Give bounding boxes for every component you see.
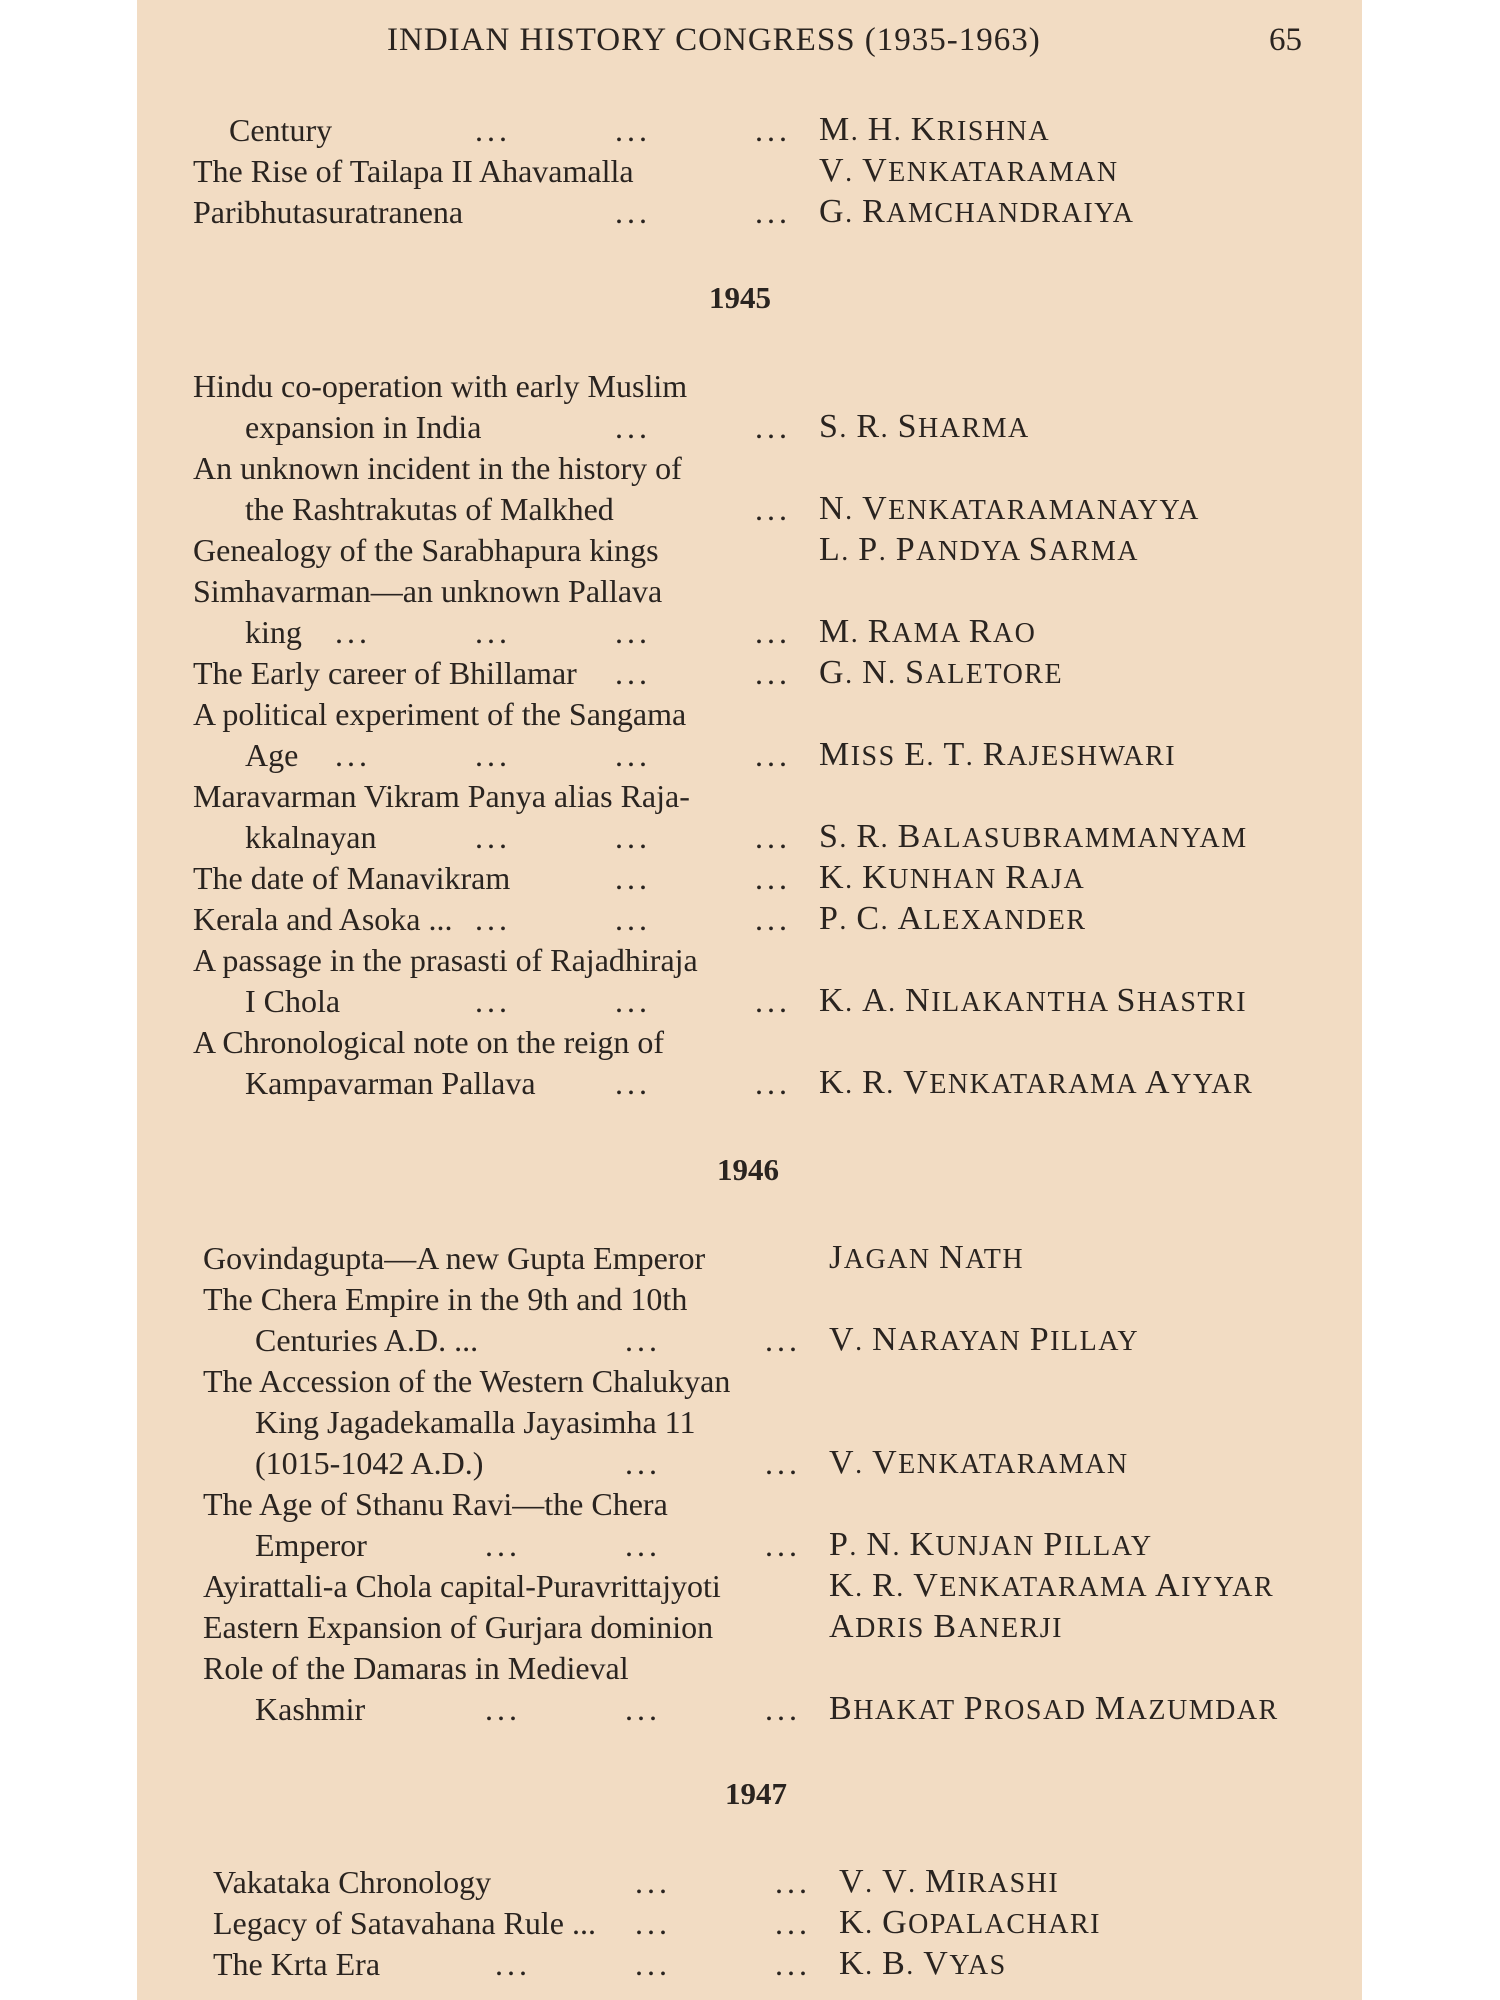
dot-leader: ...: [755, 983, 791, 1019]
paper-title: The Rise of Tailapa II Ahavamalla: [193, 153, 634, 189]
entry-line: [137, 530, 1297, 570]
dot-leader: ...: [475, 901, 511, 937]
dot-leader: ...: [615, 860, 651, 896]
paper-title: king: [245, 614, 302, 650]
entry-line: [147, 1607, 1307, 1647]
dot-leader: ...: [635, 1905, 671, 1941]
entry-line: [137, 735, 1297, 775]
dot-leader: ...: [625, 1691, 661, 1727]
author-name: K. B. VYAS: [839, 1945, 1007, 1982]
entry-line: [137, 817, 1297, 857]
dot-leader: ...: [625, 1527, 661, 1563]
entry-line: [157, 1862, 1317, 1902]
dot-leader: ...: [475, 983, 511, 1019]
author-name: K. KUNHAN RAJA: [819, 859, 1086, 896]
author-name: V. V. MIRASHI: [839, 1863, 1060, 1900]
entry-line: [137, 407, 1297, 447]
author-name: M. RAMA RAO: [819, 613, 1037, 650]
dot-leader: ...: [615, 409, 651, 445]
dot-leader: ...: [475, 614, 511, 650]
entry-line: [137, 151, 1297, 191]
entry-line: [137, 1022, 1297, 1062]
dot-leader: ...: [755, 901, 791, 937]
dot-leader: ...: [475, 819, 511, 855]
author-name: P. N. KUNJAN PILLAY: [829, 1526, 1153, 1563]
paper-title: Genealogy of the Sarabhapura kings: [193, 532, 659, 568]
dot-leader: ...: [615, 737, 651, 773]
author-name: MISS E. T. RAJESHWARI: [819, 736, 1177, 773]
paper-title: Eastern Expansion of Gurjara dominion: [203, 1609, 714, 1645]
entry-line: [147, 1238, 1307, 1278]
dot-leader: ...: [765, 1445, 801, 1481]
paper-title: Govindagupta—A new Gupta Emperor: [203, 1240, 706, 1276]
paper-title: Century: [229, 112, 333, 148]
author-name: BHAKAT PROSAD MAZUMDAR: [829, 1690, 1279, 1727]
dot-leader: ...: [765, 1527, 801, 1563]
paper-title: The Age of Sthanu Ravi—the Chera: [203, 1486, 668, 1522]
dot-leader: ...: [755, 409, 791, 445]
dot-leader: ...: [775, 1864, 811, 1900]
dot-leader: ...: [615, 112, 651, 148]
entry-line: [147, 1689, 1307, 1729]
page-number: 65: [1269, 22, 1302, 58]
dot-leader: ...: [335, 737, 371, 773]
paper-title: kkalnayan: [245, 819, 377, 855]
entry-line: [137, 694, 1297, 734]
dot-leader: ...: [765, 1322, 801, 1358]
paper-title: The Krta Era: [213, 1946, 381, 1982]
author-name: S. R. SHARMA: [819, 408, 1030, 445]
paper-title: King Jagadekamalla Jayasimha 11: [255, 1404, 696, 1440]
author-name: K. A. NILAKANTHA SHASTRI: [819, 982, 1248, 1019]
entry-line: [137, 366, 1297, 406]
entry-line: [137, 489, 1297, 529]
entry-line: [147, 1443, 1307, 1483]
dot-leader: ...: [625, 1445, 661, 1481]
entry-line: [157, 1903, 1317, 1943]
paper-title: Role of the Damaras in Medieval: [203, 1650, 629, 1686]
author-name: G. RAMCHANDRAIYA: [819, 193, 1135, 230]
paper-title: Maravarman Vikram Panya alias Raja-: [193, 778, 690, 814]
book-page: [137, 0, 1362, 2000]
dot-leader: ...: [615, 901, 651, 937]
dot-leader: ...: [615, 194, 651, 230]
entry-line: [147, 1279, 1307, 1319]
author-name: K. R. VENKATARAMA AYYAR: [819, 1064, 1254, 1101]
paper-title: Centuries A.D. ...: [255, 1322, 479, 1358]
author-name: S. R. BALASUBRAMMANYAM: [819, 818, 1248, 855]
paper-title: An unknown incident in the history of: [193, 450, 682, 486]
dot-leader: ...: [755, 614, 791, 650]
dot-leader: ...: [755, 1065, 791, 1101]
entry-line: [137, 612, 1297, 652]
paper-title: Ayirattali-a Chola capital-Puravrittajyoti: [203, 1568, 721, 1604]
author-name: K. GOPALACHARI: [839, 1904, 1102, 1941]
entry-line: [157, 1944, 1317, 1984]
paper-title: Simhavarman—an unknown Pallava: [193, 573, 663, 609]
dot-leader: ...: [635, 1946, 671, 1982]
entry-line: [137, 571, 1297, 611]
paper-title: The Chera Empire in the 9th and 10th: [203, 1281, 688, 1317]
year-heading: 1947: [725, 1776, 787, 1811]
author-name: ADRIS BANERJI: [829, 1608, 1063, 1645]
entry-line: [137, 192, 1297, 232]
entry-line: [137, 940, 1297, 980]
dot-leader: ...: [485, 1691, 521, 1727]
entry-line: [137, 981, 1297, 1021]
paper-title: A Chronological note on the reign of: [193, 1024, 665, 1060]
paper-title: A political experiment of the Sangama: [193, 696, 687, 732]
dot-leader: ...: [495, 1946, 531, 1982]
author-name: V. VENKATARAMAN: [819, 152, 1119, 189]
entry-line: [147, 1648, 1307, 1688]
paper-title: Age: [245, 737, 299, 773]
paper-title: Emperor: [255, 1527, 367, 1563]
paper-title: Paribhutasuratranena: [193, 194, 464, 230]
dot-leader: ...: [615, 1065, 651, 1101]
dot-leader: ...: [755, 194, 791, 230]
paper-title: Vakataka Chronology: [213, 1864, 492, 1900]
paper-title: expansion in India: [245, 409, 482, 445]
year-heading: 1946: [717, 1152, 779, 1187]
author-name: V. VENKATARAMAN: [829, 1444, 1129, 1481]
entry-line: [137, 110, 1297, 150]
entry-line: [137, 1063, 1297, 1103]
dot-leader: ...: [755, 819, 791, 855]
author-name: M. H. KRISHNA: [819, 111, 1051, 148]
dot-leader: ...: [615, 983, 651, 1019]
entry-line: [137, 899, 1297, 939]
running-head: INDIAN HISTORY CONGRESS (1935-1963): [387, 22, 1041, 58]
paper-title: Kampavarman Pallava: [245, 1065, 536, 1101]
entry-line: [137, 858, 1297, 898]
entry-line: [147, 1566, 1307, 1606]
dot-leader: ...: [615, 655, 651, 691]
dot-leader: ...: [635, 1864, 671, 1900]
paper-title: A passage in the prasasti of Rajadhiraja: [193, 942, 698, 978]
dot-leader: ...: [755, 737, 791, 773]
dot-leader: ...: [755, 491, 791, 527]
dot-leader: ...: [475, 737, 511, 773]
author-name: V. NARAYAN PILLAY: [829, 1321, 1140, 1358]
dot-leader: ...: [775, 1905, 811, 1941]
paper-title: Hindu co-operation with early Muslim: [193, 368, 688, 404]
paper-title: Legacy of Satavahana Rule ...: [213, 1905, 596, 1941]
paper-title: Kashmir: [255, 1691, 366, 1727]
entry-line: [147, 1525, 1307, 1565]
year-heading: 1945: [709, 280, 771, 315]
paper-title: The date of Manavikram: [193, 860, 511, 896]
author-name: N. VENKATARAMANAYYA: [819, 490, 1200, 527]
dot-leader: ...: [775, 1946, 811, 1982]
author-name: G. N. SALETORE: [819, 654, 1064, 691]
dot-leader: ...: [765, 1691, 801, 1727]
dot-leader: ...: [475, 112, 511, 148]
paper-title: the Rashtrakutas of Malkhed: [245, 491, 614, 527]
author-name: JAGAN NATH: [829, 1239, 1025, 1276]
author-name: K. R. VENKATARAMA AIYYAR: [829, 1567, 1275, 1604]
dot-leader: ...: [625, 1322, 661, 1358]
author-name: L. P. PANDYA SARMA: [819, 531, 1140, 568]
paper-title: The Accession of the Western Chalukyan: [203, 1363, 731, 1399]
paper-title: Kerala and Asoka ...: [193, 901, 453, 937]
paper-title: I Chola: [245, 983, 341, 1019]
entry-line: [147, 1402, 1307, 1442]
paper-title: (1015-1042 A.D.): [255, 1445, 484, 1481]
dot-leader: ...: [615, 614, 651, 650]
dot-leader: ...: [755, 112, 791, 148]
dot-leader: ...: [615, 819, 651, 855]
dot-leader: ...: [485, 1527, 521, 1563]
entry-line: [147, 1484, 1307, 1524]
dot-leader: ...: [335, 614, 371, 650]
entry-line: [147, 1361, 1307, 1401]
entry-line: [147, 1320, 1307, 1360]
entry-line: [137, 653, 1297, 693]
dot-leader: ...: [755, 860, 791, 896]
entry-line: [137, 776, 1297, 816]
paper-title: The Early career of Bhillamar: [193, 655, 577, 691]
dot-leader: ...: [755, 655, 791, 691]
entry-line: [137, 448, 1297, 488]
author-name: P. C. ALEXANDER: [819, 900, 1087, 937]
